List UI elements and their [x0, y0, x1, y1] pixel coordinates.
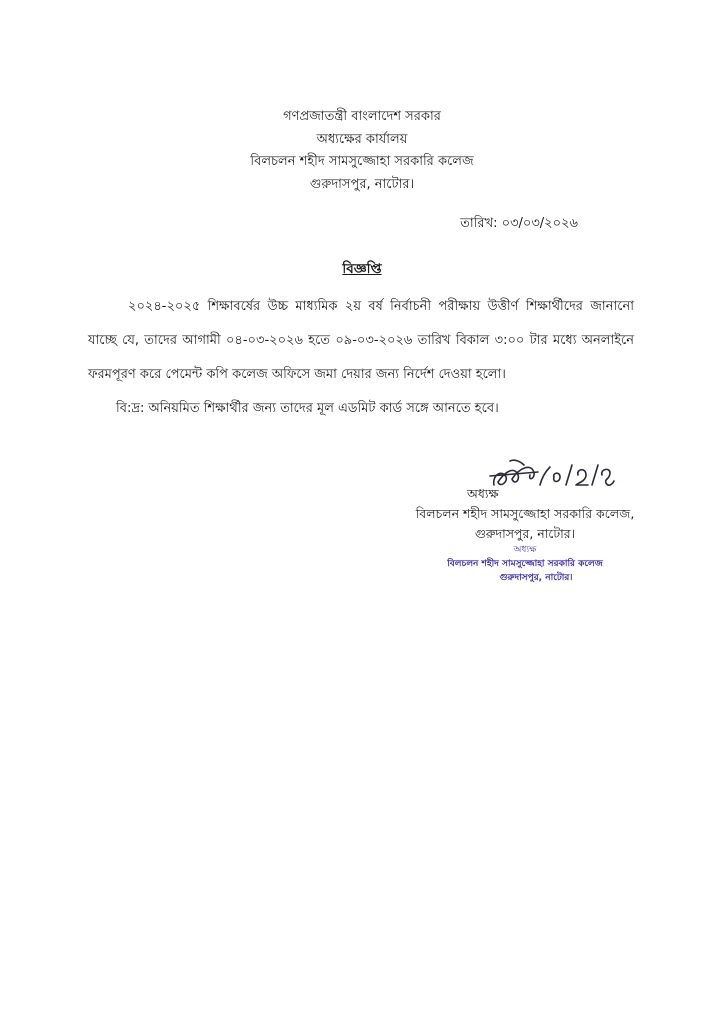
- notice-paragraph: ২০২৪-২০২৫ শিক্ষাবর্ষের উচ্চ মাধ্যমিক ২য় বর্ষ নির্বাচনী পরীক্ষায় উত্তীর্ণ শিক্ষার্থীদের জানানো যাচ্ছে যে, তাদের আগামী ০৪-০৩-২০২৬ হতে ০৯-০৩-২০২৬ তারিখ বিকাল ৩:০০ টার মধ্যে অনলাইনে ফরমপূরণ করে পেমেন্ট কপি কলেজ অফিসে জমা দেয়ার জন্য নির্দেশ দেওয়া হলো।: [88, 299, 634, 382]
- government-name: গণপ্রজাতন্ত্রী বাংলাদেশ সরকার: [283, 109, 441, 124]
- signatory-institution: বিলচলন শহীদ সামসুজ্জোহা সরকারি কলেজ,: [415, 506, 635, 521]
- signatory-title: অধ্যক্ষ: [467, 486, 499, 501]
- notice-subject: [0, 258, 724, 281]
- notice-note: বি:দ্র: অনিয়মিত শিক্ষার্থীর জন্য তাদের মূল এডমিট কার্ড সঙ্গে আনতে হবে।: [116, 401, 499, 416]
- notice-subject-text: বিজ্ঞপ্তি: [342, 261, 382, 277]
- seal-address: গুরুদাসপুর, নাটোর।: [499, 573, 573, 583]
- notice-body: [88, 290, 634, 426]
- office-name: অধ্যক্ষের কার্যালয়: [316, 131, 408, 147]
- college-name: বিলচলন শহীদ সামসুজ্জোহা সরকারি কলেজ: [250, 154, 474, 169]
- office-header: [0, 106, 724, 196]
- college-address: গুরুদাসপুর, নাটোর।: [309, 176, 415, 192]
- official-seal-stamp: [430, 543, 620, 585]
- signatory-address: গুরুদাসপুর, নাটোর।: [474, 526, 576, 541]
- seal-title: অধ্যক্ষ: [513, 545, 537, 555]
- signature-block: [380, 484, 670, 544]
- notice-date: তারিখ: ০৩/০৩/২০২৬: [460, 216, 578, 231]
- seal-institution: বিলচলন শহীদ সামসুজ্জোহা সরকারি কলেজ: [447, 559, 603, 569]
